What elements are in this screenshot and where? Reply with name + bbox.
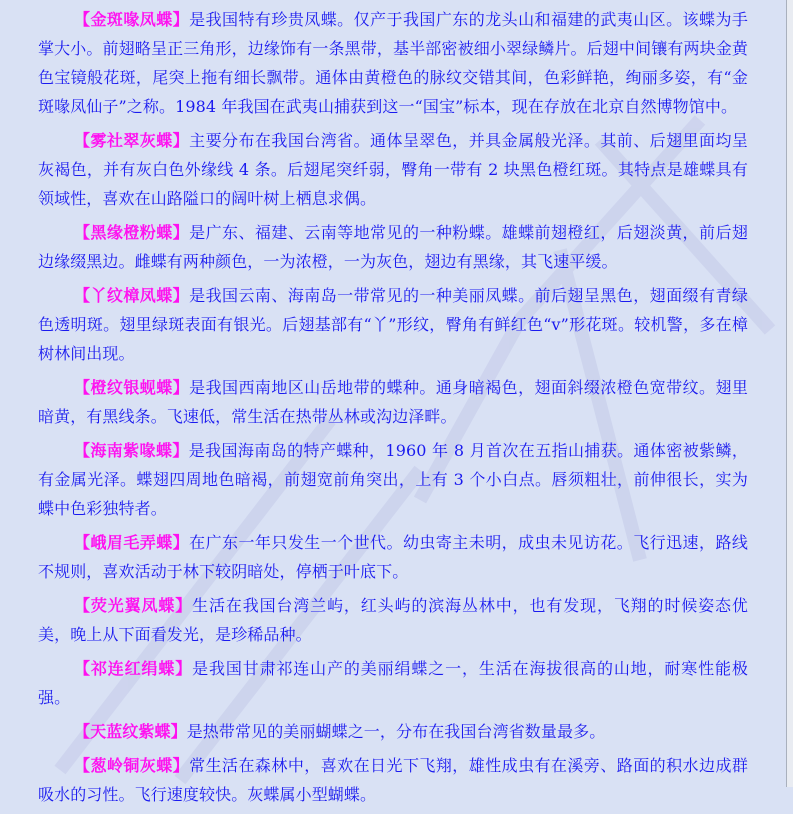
butterfly-description: 生活在我国台湾兰屿，红头屿的滨海丛林中，也有发现，飞翔的时候姿态优美，晚上从下面看发光，是珍稀品种。 — [38, 596, 748, 644]
paragraph-qilian-hongjuandie — [38, 654, 748, 712]
butterfly-name: 【海南紫喙蝶】 — [74, 441, 189, 460]
butterfly-description: 是我国云南、海南岛一带常见的一种美丽凤蝶。前后翅呈黑色，翅面缀有青绿色透明斑。翅里绿斑表面有银光。后翅基部有“丫”形纹，臀角有鲜红色“v”形花斑。较机警，多在樟树林间出现。 — [38, 286, 749, 363]
paragraph-hainan-zihuidie — [38, 436, 748, 523]
paragraph-emei-maonongdie — [38, 528, 748, 586]
butterfly-description: 是我国甘肃祁连山产的美丽绢蝶之一，生活在海拔很高的山地，耐寒性能极强。 — [38, 659, 748, 707]
paragraph-jinban-huifengdie — [38, 5, 748, 121]
butterfly-name: 【丫纹樟凤蝶】 — [74, 286, 190, 305]
butterfly-name: 【雾社翠灰蝶】 — [74, 131, 190, 150]
paragraph-congling-tonghuidie — [38, 751, 748, 809]
butterfly-description: 常生活在森林中，喜欢在日光下飞翔，雄性成虫有在溪旁、路面的积水边成群吸水的习性。飞行速度较快。灰蝶属小型蝴蝶。 — [38, 756, 749, 804]
butterfly-name: 【峨眉毛弄蝶】 — [74, 533, 190, 552]
paragraph-heiyuan-chengfendie — [38, 218, 748, 276]
butterfly-name: 【葱岭铜灰蝶】 — [74, 756, 190, 775]
butterfly-name: 【天蓝纹紫蝶】 — [74, 722, 187, 741]
butterfly-name: 【金斑喙凤蝶】 — [74, 10, 190, 29]
paragraph-tianlan-wenzidie — [38, 717, 748, 746]
butterfly-name: 【黑缘橙粉蝶】 — [74, 223, 190, 242]
paragraph-yawen-zhangfengdie — [38, 281, 748, 368]
paragraph-yingguang-yifengdie — [38, 591, 748, 649]
butterfly-name: 【荧光翼凤蝶】 — [74, 596, 193, 615]
butterfly-description: 是广东、福建、云南等地常见的一种粉蝶。雄蝶前翅橙红，后翅淡黄，前后翅边缘缀黑边。雌蝶有两种颜色，一为浓橙，一为灰色，翅边有黑缘，其飞速平缓。 — [38, 223, 749, 271]
paragraph-wushe-cuihuidie — [38, 126, 748, 213]
butterfly-description: 在广东一年只发生一个世代。幼虫寄主未明，成虫未见访花。飞行迅速，路线不规则，喜欢活动于林下较阴暗处，停栖于叶底下。 — [38, 533, 749, 581]
butterfly-description: 是我国海南岛的特产蝶种，1960 年 8 月首次在五指山捕获。通体密被紫鳞，有金属光泽。蝶翅四周地色暗褐，前翅宽前角突出，上有 3 个小白点。唇须粗壮，前伸很长，实为蝶中色彩独特者。 — [38, 441, 748, 518]
butterfly-description: 主要分布在我国台湾省。通体呈翠色，并具金属般光泽。其前、后翅里面均呈灰褐色，并有灰白色外缘线 4 条。后翅尾突纤弱，臀角一带有 2 块黑色橙红斑。其特点是雄蝶具有领域性，喜欢在山路隘口的阔叶树上栖息求偶。 — [38, 131, 749, 208]
butterfly-name: 【橙纹银蚬蝶】 — [74, 378, 190, 397]
butterfly-name: 【祁连红绢蝶】 — [74, 659, 193, 678]
butterfly-description: 是热带常见的美丽蝴蝶之一，分布在我国台湾省数量最多。 — [186, 722, 606, 741]
paragraph-chengwen-yinxiandie — [38, 373, 748, 431]
document-body — [38, 5, 748, 814]
butterfly-description: 是我国特有珍贵凤蝶。仅产于我国广东的龙头山和福建的武夷山区。该蝶为手掌大小。前翅略呈正三角形，边缘饰有一条黑带，基半部密被细小翠绿鳞片。后翅中间镶有两块金黄色宝镜般花斑，尾突上拖有细长飘带。通体由黄橙色的脉纹交错其间，色彩鲜艳，绚丽多姿，有“金斑喙凤仙子”之称。1984 年我国在武夷山捕获到这一“国宝”标本，现在存放在北京自然博物馆中。 — [38, 10, 749, 116]
right-pane-edge — [786, 0, 793, 787]
butterfly-description: 是我国西南地区山岳地带的蝶种。通身暗褐色，翅面斜缀浓橙色宽带纹。翅里暗黄，有黑线条。飞速低，常生活在热带丛林或沟边泽畔。 — [38, 378, 749, 426]
